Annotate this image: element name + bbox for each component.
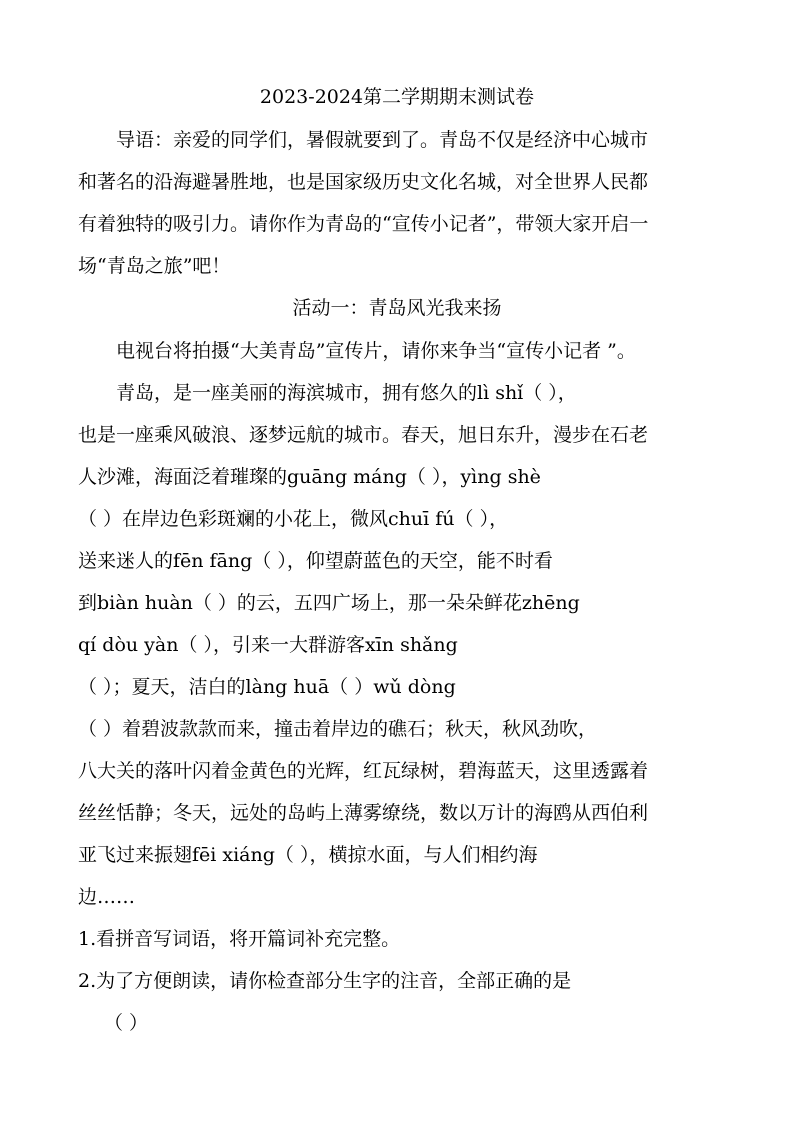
activity-heading: 活动一：青岛风光我来扬 bbox=[292, 297, 502, 319]
passage-line-9: （ ）；夏天，洁白的làng huā（ ）wǔ dòng bbox=[78, 676, 456, 698]
passage-line-3: 也是一座乘风破浪、逐梦远航的城市。春天，旭日东升，漫步在石老 bbox=[78, 424, 649, 446]
passage-line-4: 人沙滩，海面泛着璀璨的guāng máng（ ），yìng shè bbox=[78, 466, 541, 488]
passage-line-1: 电视台将拍摄“大美青岛”宣传片，请你来争当“宣传小记者 ”。 bbox=[116, 340, 636, 362]
passage-line-7: 到biàn huàn（ ）的云，五四广场上，那一朵朵鲜花zhēng bbox=[78, 592, 580, 614]
passage-line-14: 边…… bbox=[78, 886, 136, 908]
passage-line-13: 亚飞过来振翅fēi xiáng（ ），横掠水面，与人们相约海 bbox=[78, 844, 538, 866]
passage-line-10: （ ）着碧波款款而来，撞击着岸边的礁石；秋天，秋风劲吹， bbox=[78, 718, 598, 740]
passage-line-5: （ ）在岸边色彩斑斓的小花上，微风chuī fú（ ）， bbox=[78, 508, 509, 530]
passage-line-2: 青岛，是一座美丽的海滨城市，拥有悠久的lì shǐ（ ）， bbox=[116, 382, 577, 404]
question-1: 1.看拼音写词语，将开篇词补充完整。 bbox=[78, 928, 401, 950]
passage-line-8: qí dòu yàn（ ），引来一大群游客xīn shǎng bbox=[78, 634, 458, 656]
intro-line-2: 和著名的沿海避暑胜地，也是国家级历史文化名城，对全世界人民都 bbox=[78, 171, 649, 193]
intro-line-1: 导语：亲爱的同学们，暑假就要到了。青岛不仅是经济中心城市 bbox=[116, 129, 649, 151]
passage-line-12: 丝丝恬静；冬天，远处的岛屿上薄雾缭绕，数以万计的海鸥从西伯利 bbox=[78, 802, 649, 824]
answer-blank[interactable]: （ ） bbox=[104, 1012, 149, 1034]
passage-line-11: 八大关的落叶闪着金黄色的光辉，红瓦绿树，碧海蓝天，这里透露着 bbox=[78, 760, 649, 782]
intro-line-4: 场“青岛之旅”吧！ bbox=[78, 255, 231, 277]
passage-line-6: 送来迷人的fēn fāng（ ），仰望蔚蓝色的天空，能不时看 bbox=[78, 550, 553, 572]
page-title: 2023-2024第二学期期末测试卷 bbox=[259, 86, 535, 108]
intro-line-3: 有着独特的吸引力。请你作为青岛的“宣传小记者”，带领大家开启一 bbox=[78, 213, 649, 235]
question-2: 2.为了方便朗读，请你检查部分生字的注音，全部正确的是 bbox=[78, 970, 572, 992]
